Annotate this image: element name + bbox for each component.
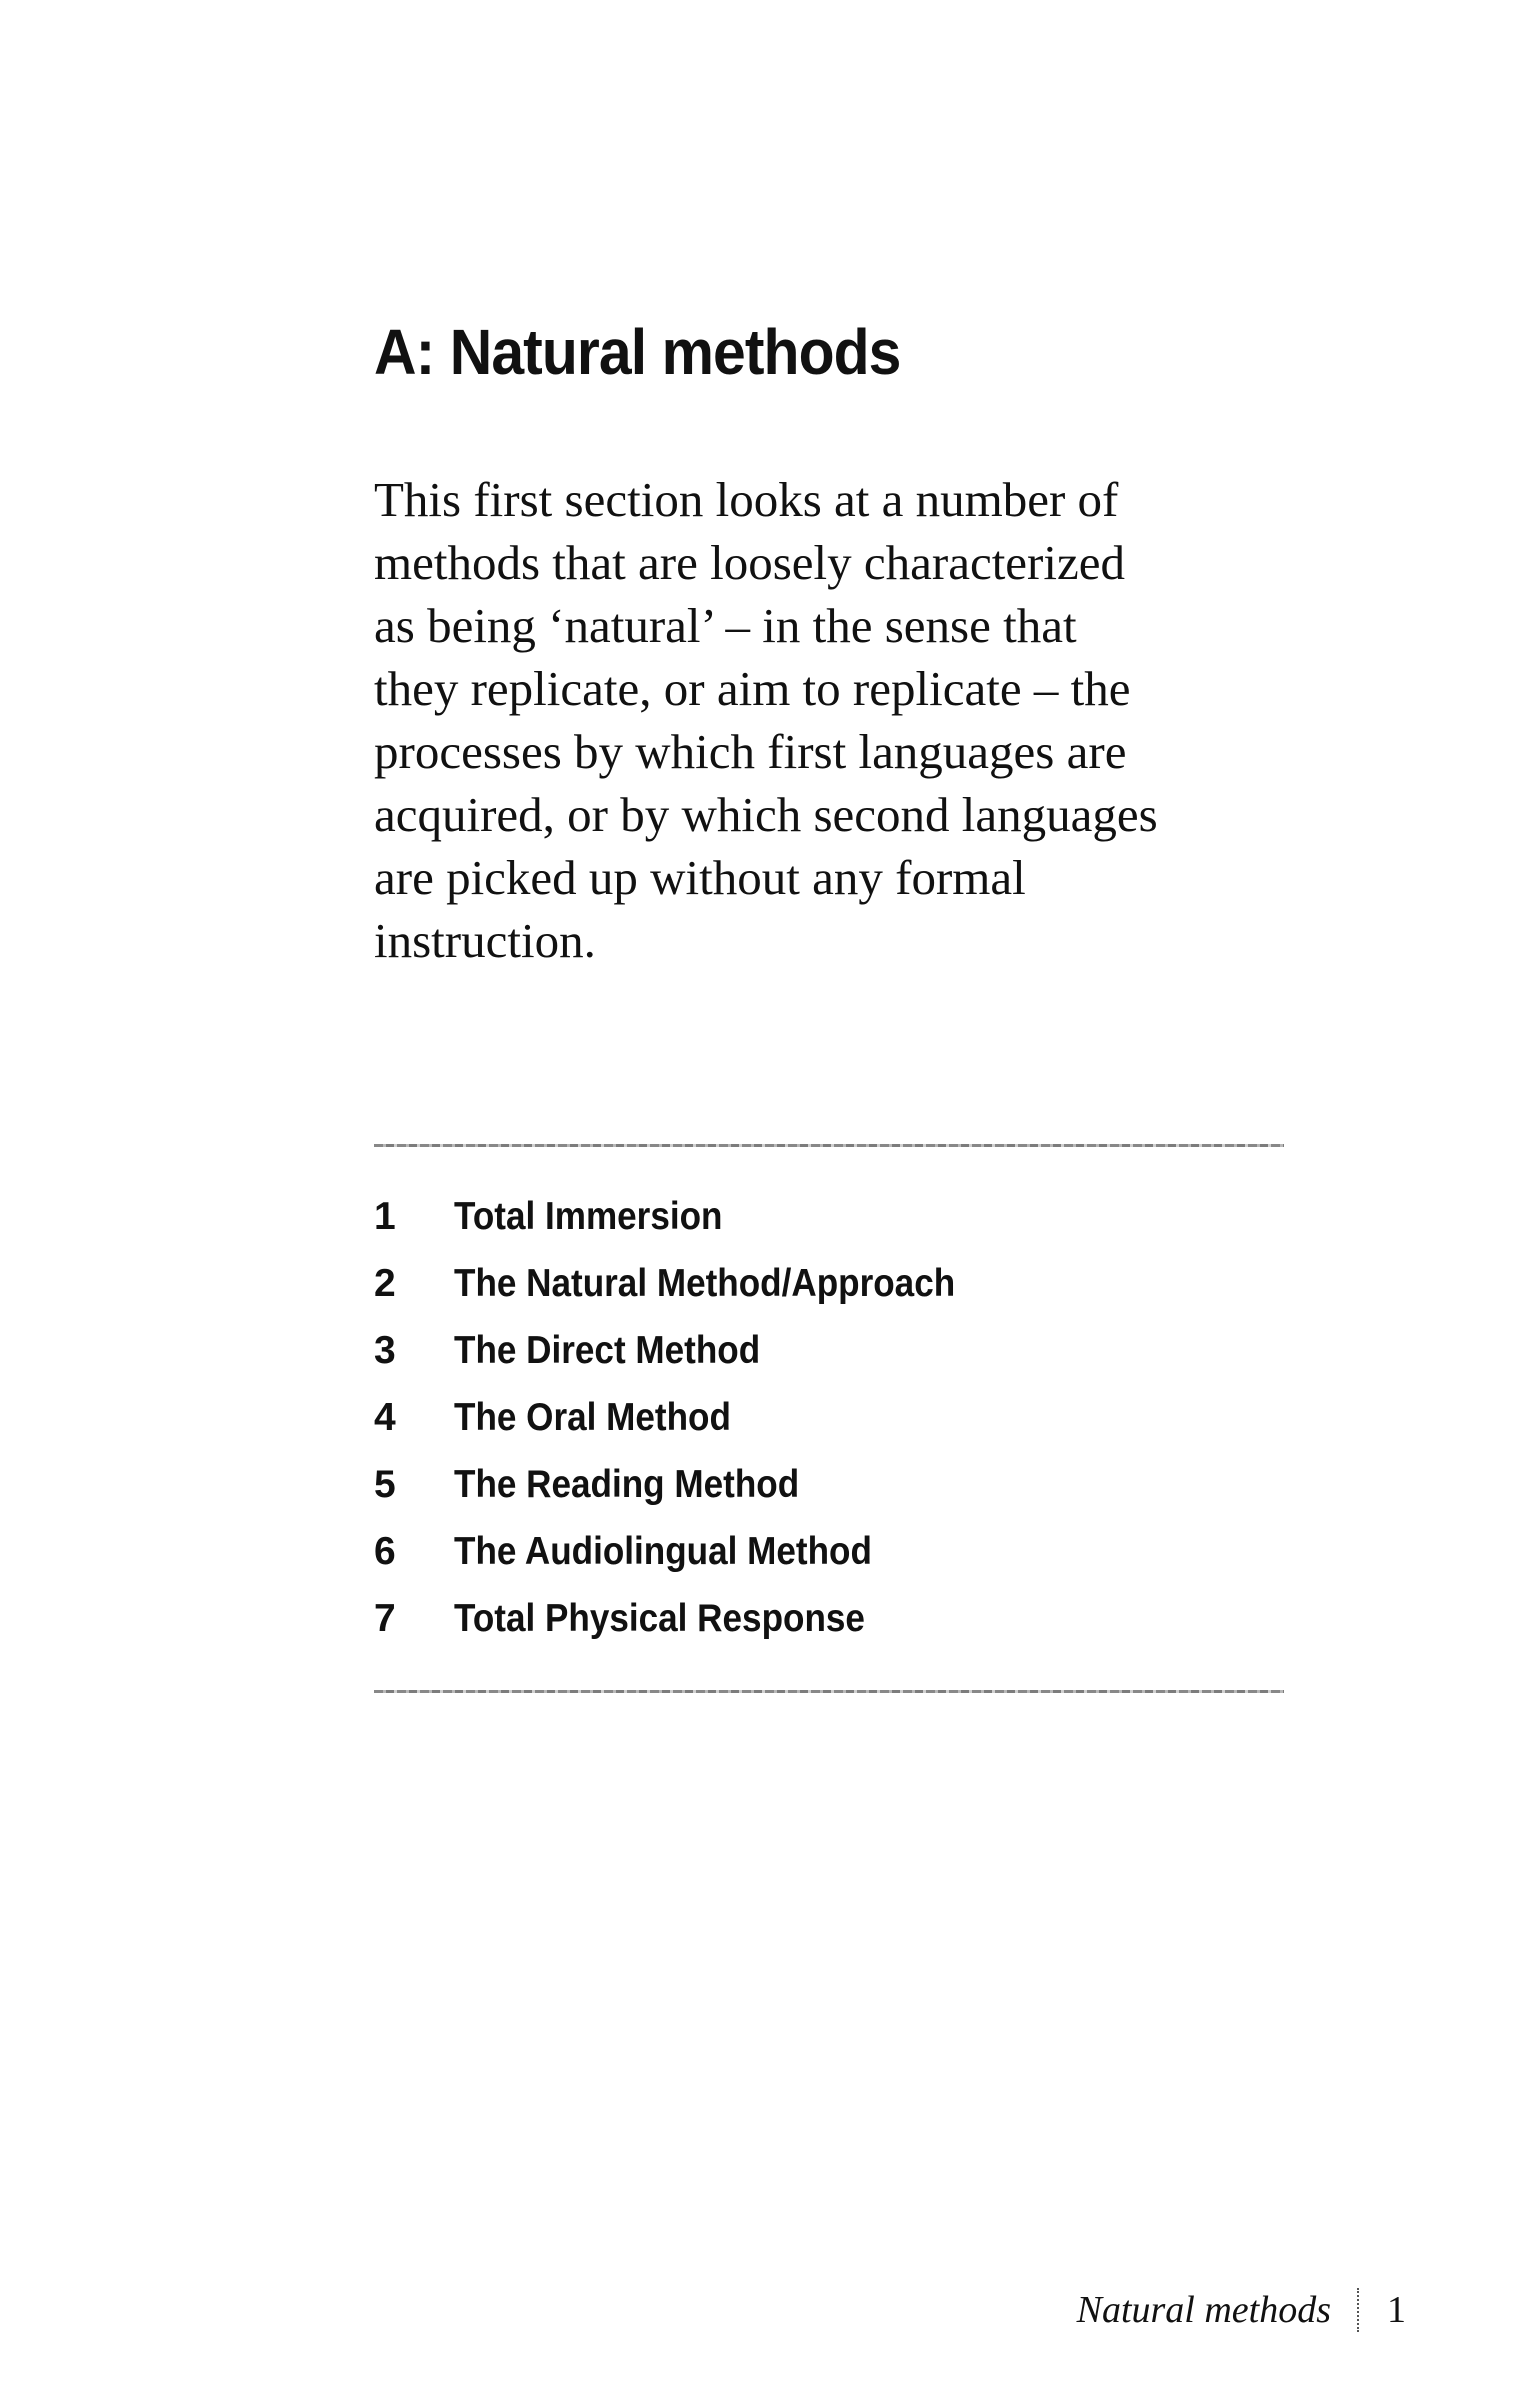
contents-item-title: The Natural Method/Approach — [454, 1262, 956, 1305]
contents-item — [374, 1592, 1011, 1659]
running-head: Natural methods — [1076, 2289, 1331, 2331]
contents-item-number: 5 — [374, 1463, 396, 1506]
contents-item — [374, 1525, 1011, 1592]
section-title: A: Natural methods — [374, 316, 901, 388]
top-divider — [374, 1144, 1284, 1147]
contents-item-title: The Audiolingual Method — [454, 1530, 872, 1573]
contents-item-number: 2 — [374, 1262, 396, 1305]
contents-item-number: 1 — [374, 1195, 396, 1238]
intro-line: instruction. — [374, 913, 596, 968]
intro-line: as being ‘natural’ – in the sense that — [374, 598, 1077, 653]
intro-line: methods that are loosely characterized — [374, 535, 1125, 590]
footer-separator — [1357, 2288, 1359, 2332]
contents-item-number: 3 — [374, 1329, 396, 1372]
intro-paragraph — [374, 468, 1274, 972]
bottom-divider — [374, 1690, 1284, 1693]
contents-item-title: The Direct Method — [454, 1329, 761, 1372]
contents-item-title: The Reading Method — [454, 1463, 800, 1506]
contents-item — [374, 1257, 1011, 1324]
contents-item — [374, 1458, 1011, 1525]
contents-item — [374, 1190, 1011, 1257]
contents-item-title: Total Physical Response — [454, 1597, 865, 1640]
intro-line: processes by which first languages are — [374, 724, 1127, 779]
contents-item — [374, 1324, 1011, 1391]
contents-item-title: The Oral Method — [454, 1396, 731, 1439]
intro-line: acquired, or by which second languages — [374, 787, 1158, 842]
contents-list — [374, 1190, 1011, 1659]
contents-item-number: 7 — [374, 1597, 396, 1640]
intro-line: they replicate, or aim to replicate – the — [374, 661, 1131, 716]
contents-item — [374, 1391, 1011, 1458]
contents-item-number: 6 — [374, 1530, 396, 1573]
intro-line: This first section looks at a number of — [374, 472, 1119, 527]
page-number: 1 — [1387, 2289, 1406, 2331]
page-footer — [1077, 2280, 1406, 2340]
contents-item-number: 4 — [374, 1396, 396, 1439]
contents-item-title: Total Immersion — [454, 1195, 723, 1238]
intro-line: are picked up without any formal — [374, 850, 1026, 905]
